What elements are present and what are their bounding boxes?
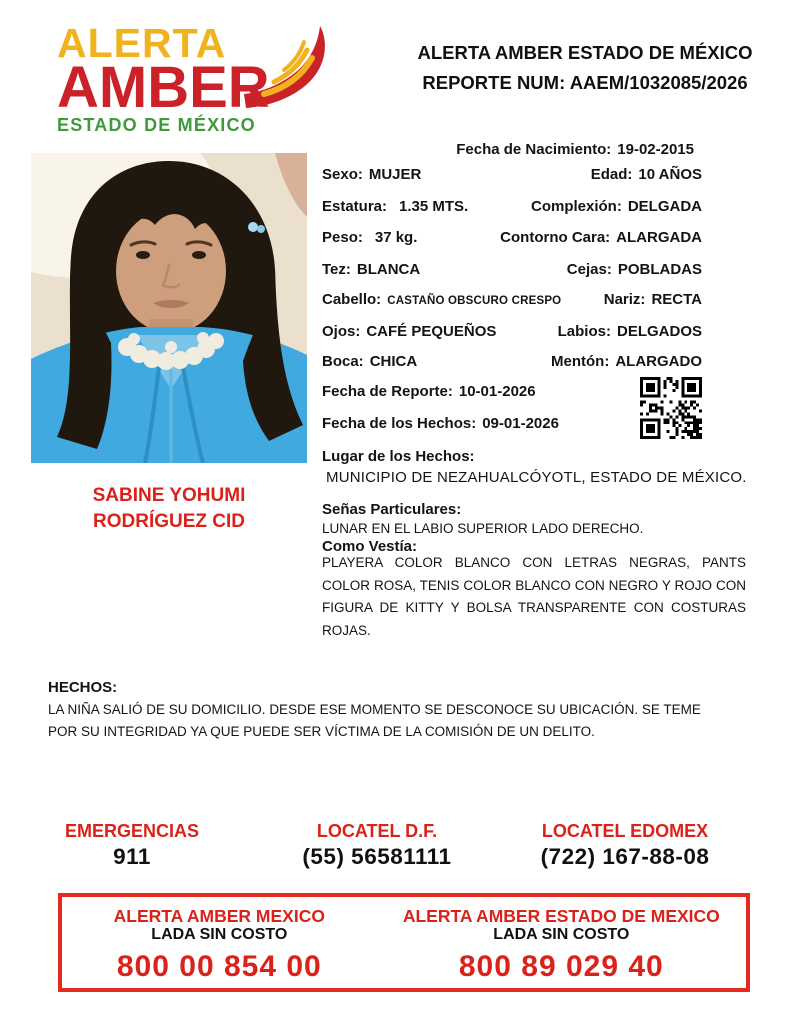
field-marks-label: Señas Particulares: <box>322 501 462 518</box>
field-pair: Labios: DELGADOS <box>557 323 702 340</box>
field-pair: Nariz: RECTA <box>603 291 702 308</box>
field-report-date: Fecha de Reporte: 10-01-2026 <box>322 383 536 400</box>
field-place-label: Lugar de los Hechos: <box>322 448 475 465</box>
alerta-amber-logo <box>57 20 327 135</box>
hechos-label: HECHOS: <box>48 679 118 696</box>
field-row-sex-age <box>322 166 702 183</box>
hotline-subtitle: LADA SIN COSTO <box>493 926 630 943</box>
logo-estado-text: ESTADO DE MÉXICO <box>57 115 256 135</box>
emergency-number: (722) 167-88-08 <box>540 844 710 869</box>
logo-amber-text: AMBER <box>57 55 270 120</box>
logo-alerta-text: ALERTA <box>57 20 227 66</box>
field-row-skin-brows <box>322 261 702 278</box>
hotline-edomex <box>377 897 746 988</box>
report-header <box>400 38 770 98</box>
field-pair: Peso: 37 kg. <box>322 229 418 246</box>
emergency-911 <box>37 820 227 870</box>
field-birth-date <box>322 141 694 158</box>
hotline-title: ALERTA AMBER ESTADO DE MEXICO <box>402 906 720 926</box>
hotline-subtitle: LADA SIN COSTO <box>151 926 288 943</box>
emergency-label: LOCATEL EDOMEX <box>541 821 709 841</box>
emergency-locatel-edomex <box>503 820 747 870</box>
field-pair: Cejas: POBLADAS <box>566 261 702 278</box>
hotline-number: 800 89 029 40 <box>458 950 664 983</box>
missing-person-photo <box>31 153 307 463</box>
field-clothing-value: PLAYERA COLOR BLANCO CON LETRAS NEGRAS, PANTS COLOR ROSA, TENIS COLOR BLANCO CON NEGRO Y ROJO CON FIGURA DE KITTY Y BOLSA TRANSPARENTE CON COSTURAS ROJAS. <box>322 555 746 638</box>
field-pair: Sexo: MUJER <box>322 166 422 183</box>
name-line2: RODRÍGUEZ CID <box>93 511 245 532</box>
hechos-text: LA NIÑA SALIÓ DE SU DOMICILIO. DESDE ESE MOMENTO SE DESCONOCE SU UBICACIÓN. SE TEME POR SU INTEGRIDAD YA QUE PUEDE SER VÍCTIMA DE LA COMISIÓN DE UN DELITO. <box>48 702 701 739</box>
hotline-title: ALERTA AMBER MEXICO <box>113 906 325 926</box>
field-marks-value: LUNAR EN EL LABIO SUPERIOR LADO DERECHO. <box>322 521 644 536</box>
qr-code-icon <box>640 377 702 439</box>
report-title: ALERTA AMBER ESTADO DE MÉXICO <box>417 42 753 63</box>
field-pair: Estatura: 1.35 MTS. <box>322 198 469 215</box>
emergency-number: (55) 56581111 <box>302 844 452 869</box>
field-pair: Tez: BLANCA <box>322 261 421 278</box>
field-pair: Edad: 10 AÑOS <box>590 166 702 183</box>
name-line1: SABINE YOHUMI <box>92 485 246 506</box>
hotline-number: 800 00 854 00 <box>116 950 322 983</box>
field-row-height-build <box>322 198 702 215</box>
field-pair: Complexión: DELGADA <box>530 198 702 215</box>
emergency-number: 911 <box>113 844 151 869</box>
hotline-mexico <box>62 897 377 988</box>
hotline-box <box>58 893 750 992</box>
field-label: Fecha de Nacimiento: <box>456 141 612 158</box>
field-row-hair-nose <box>322 291 702 308</box>
field-row-weight-face <box>322 229 702 246</box>
missing-person-name <box>31 483 307 535</box>
emergency-label: EMERGENCIAS <box>64 821 199 841</box>
field-pair: Ojos: CAFÉ PEQUEÑOS <box>322 323 497 340</box>
emergency-locatel-df <box>262 820 492 870</box>
field-clothing-label: Como Vestía: <box>322 538 418 555</box>
field-pair: Boca: CHICA <box>322 353 418 370</box>
field-pair: Contorno Cara: ALARGADA <box>500 229 702 246</box>
report-number: REPORTE NUM: AAEM/1032085/2026 <box>422 72 748 93</box>
portrait-illustration <box>31 153 307 463</box>
field-events-date: Fecha de los Hechos: 09-01-2026 <box>322 415 559 432</box>
field-place-value: MUNICIPIO DE NEZAHUALCÓYOTL, ESTADO DE MÉXICO. <box>326 469 747 486</box>
field-value: 19-02-2015 <box>617 141 694 158</box>
emergency-label: LOCATEL D.F. <box>316 821 438 841</box>
field-row-eyes-lips <box>322 323 702 340</box>
field-pair: Cabello: CASTAÑO OBSCURO CRESPO <box>322 291 562 308</box>
field-row-mouth-chin <box>322 353 702 370</box>
field-pair: Mentón: ALARGADO <box>551 353 702 370</box>
